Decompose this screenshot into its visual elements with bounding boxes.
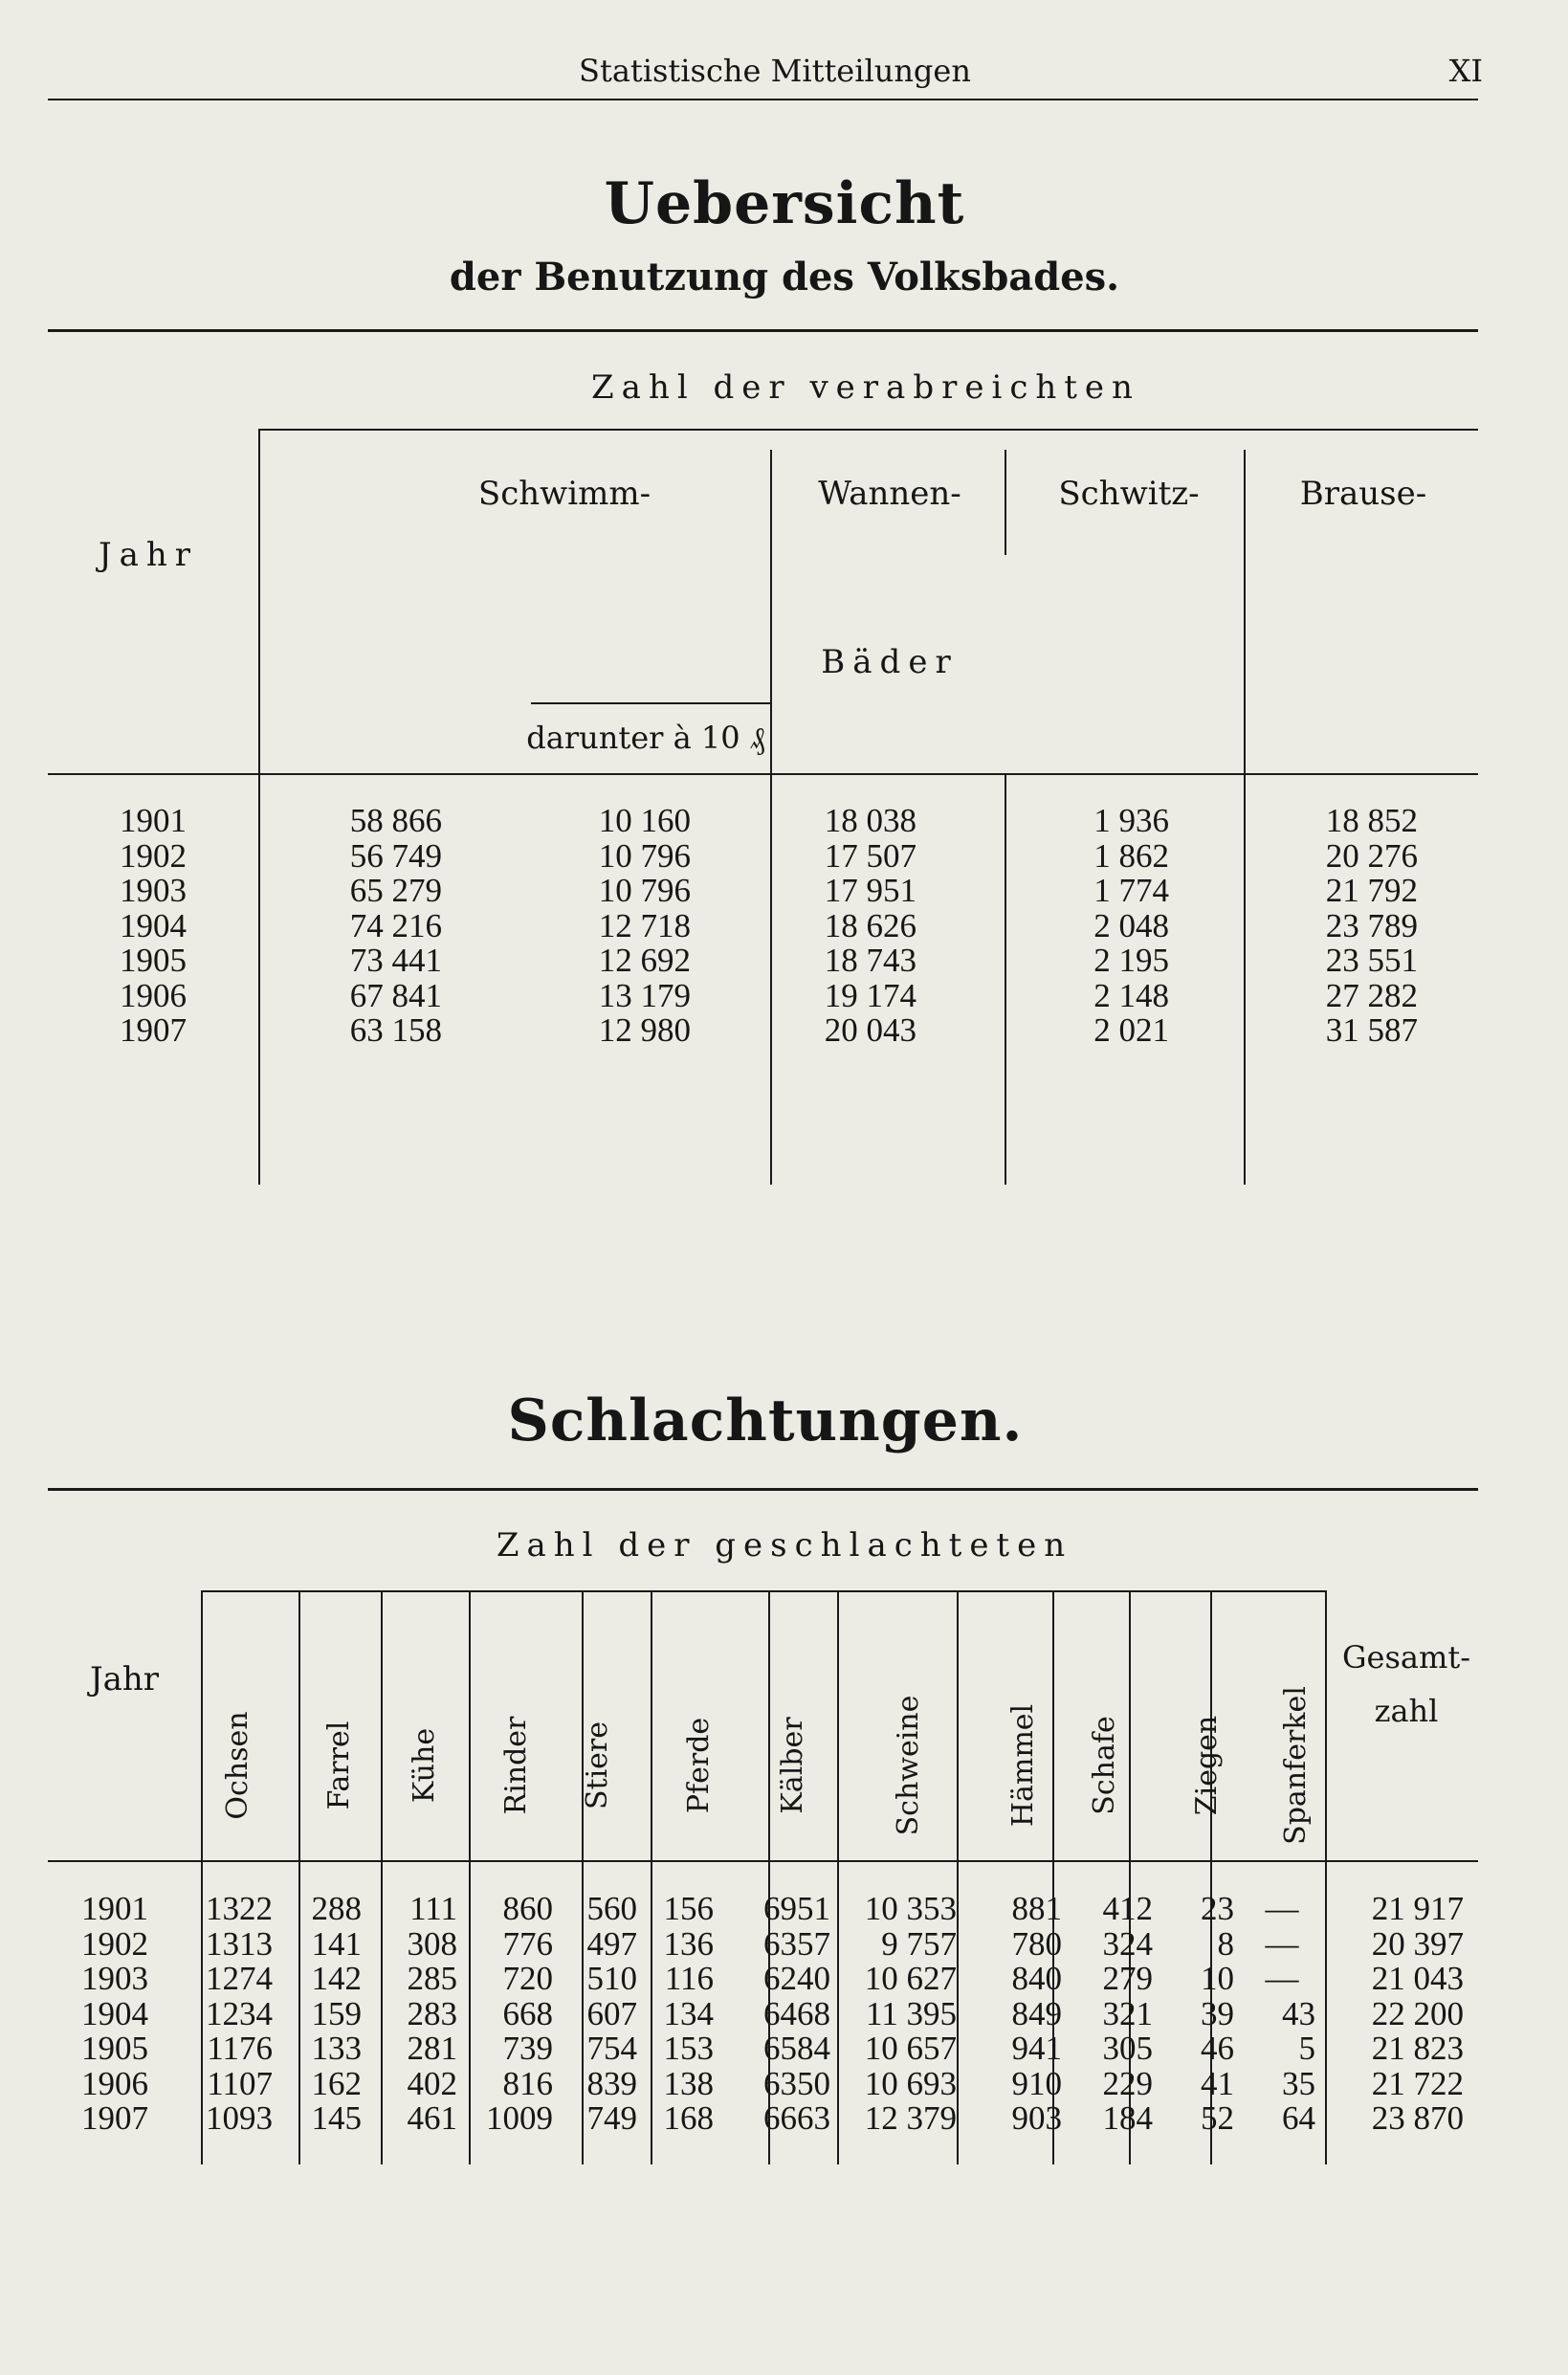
table2-value-cell: 941 [1011, 2030, 1062, 2067]
table1-value-cell: 2 195 [1093, 942, 1169, 979]
table2-value-cell: 903 [1011, 2099, 1062, 2137]
table2-value-cell: 720 [502, 1960, 553, 1997]
table2-value-cell: 1107 [207, 2064, 273, 2102]
table1-value-cell: 56 749 [349, 836, 442, 875]
table2-year-cell: 1907 [81, 2099, 148, 2137]
table2-value-cell: 749 [586, 2099, 637, 2137]
table1-value-cell: 20 276 [1325, 836, 1418, 875]
table2-value-cell: 12 379 [864, 2099, 957, 2137]
table2-value-cell: 22 200 [1371, 1994, 1464, 2032]
table2-value-cell: 510 [586, 1960, 637, 1997]
table2-value-cell: 840 [1011, 1960, 1062, 1997]
table2-value-cell: 111 [409, 1890, 457, 1927]
table2-value-cell: 229 [1102, 2064, 1153, 2102]
table2-value-cell: 156 [663, 1890, 714, 1927]
table2-year-cell: 1903 [81, 1960, 148, 1997]
table1-value-cell: 74 216 [349, 906, 442, 944]
table1-value-cell: 2 148 [1093, 976, 1169, 1014]
table1-value-cell: 10 796 [598, 836, 691, 875]
table2-value-cell: 816 [502, 2064, 553, 2102]
table1-year-cell: 1906 [120, 976, 187, 1014]
table2-value-cell: 141 [311, 1924, 362, 1963]
table2-col-header: Farrel [322, 1720, 356, 1810]
table1-value-cell: 1 774 [1093, 872, 1169, 909]
table1-value-cell: 23 551 [1325, 942, 1418, 979]
table2-value-cell: 41 [1201, 2064, 1234, 2102]
table1-col-schwitz: Schwitz- [1058, 475, 1200, 513]
table2-value-cell: 10 627 [864, 1960, 957, 1997]
table2-col-header: Hämmel [1006, 1703, 1040, 1828]
table2-value-cell: 21 043 [1371, 1960, 1464, 1997]
table2-value-cell: 1009 [486, 2099, 553, 2137]
table2-value-cell: — [1265, 1924, 1299, 1963]
table1-value-cell: 12 692 [598, 942, 691, 979]
table2-value-cell: 283 [407, 1994, 457, 2032]
table1-value-cell: 10 796 [598, 872, 691, 909]
table2-value-cell: 153 [663, 2030, 714, 2067]
table2-year-cell: 1905 [81, 2030, 148, 2067]
table2-group-rule [201, 1590, 1325, 1592]
table1-value-cell: 63 158 [349, 1011, 442, 1049]
table2-value-cell: 5 [1298, 2030, 1315, 2067]
table2-value-cell: 136 [663, 1924, 714, 1963]
table2-header-rule [48, 1860, 1478, 1862]
table2-value-cell: 21 917 [1371, 1890, 1464, 1927]
table2-col-header: Rinder [499, 1716, 533, 1815]
table2-value-cell: 6357 [763, 1924, 830, 1963]
table2-value-cell: 145 [311, 2099, 362, 2137]
table2-col-header: Schweine [892, 1695, 925, 1836]
table1-value-cell: 13 179 [598, 976, 691, 1014]
table2-value-cell: 497 [586, 1924, 637, 1963]
table2-value-cell: 133 [311, 2030, 362, 2067]
table2-group-header: Zahl der geschlachteten [496, 1526, 1073, 1565]
running-head-title: Statistische Mitteilungen [579, 53, 971, 89]
table2-value-cell: 308 [407, 1924, 457, 1963]
table2-value-cell: 116 [664, 1960, 714, 1997]
table2-value-cell: 10 693 [864, 2064, 957, 2102]
table2-value-cell: 6663 [763, 2099, 830, 2137]
table1-value-cell: 19 174 [824, 976, 917, 1014]
table2-col-header: Ziegen [1190, 1715, 1224, 1816]
volksbad-title: Uebersicht [604, 170, 965, 237]
table2-year-cell: 1901 [81, 1890, 148, 1927]
table1-value-cell: 2 021 [1093, 1011, 1169, 1049]
table2-top-rule [48, 1488, 1478, 1491]
table2-value-cell: 279 [1102, 1960, 1153, 1997]
table1-value-cell: 18 852 [1325, 802, 1418, 839]
page-number: XI [1448, 53, 1483, 89]
table2-value-cell: 324 [1102, 1924, 1153, 1963]
table2-col-header: Ochsen [221, 1711, 254, 1820]
table2-col-header: Schafe [1088, 1716, 1121, 1815]
table2-value-cell: 8 [1217, 1924, 1234, 1963]
table2-value-cell: 162 [311, 2064, 362, 2102]
table1-value-cell: 20 043 [824, 1011, 917, 1049]
table2-value-cell: 21 823 [1371, 2030, 1464, 2067]
table2-col-header: Kühe [408, 1727, 441, 1804]
table1-value-cell: 27 282 [1325, 976, 1418, 1014]
table1-value-cell: 23 789 [1325, 906, 1418, 944]
table1-value-cell: 12 980 [598, 1011, 691, 1049]
table2-value-cell: 739 [502, 2030, 553, 2067]
table2-col-header: Spanferkel [1279, 1686, 1313, 1845]
table1-year-cell: 1903 [120, 872, 187, 909]
t1-vline-3 [1005, 450, 1006, 555]
head-rule [48, 99, 1478, 100]
table2-value-cell: 138 [663, 2064, 714, 2102]
table2-value-cell: 285 [407, 1960, 457, 1997]
table2-year-cell: 1902 [81, 1924, 148, 1963]
table1-col-brause: Brause- [1299, 475, 1427, 513]
table1-value-cell: 18 743 [824, 942, 917, 979]
table2-value-cell: 10 657 [864, 2030, 957, 2067]
table2-value-cell: 168 [663, 2099, 714, 2137]
table2-col-total: Gesamt- zahl [1341, 1639, 1470, 1729]
schlachtungen-title: Schlachtungen. [507, 1387, 1024, 1454]
table2-value-cell: 881 [1011, 1890, 1062, 1927]
table2-value-cell: 305 [1102, 2030, 1153, 2067]
table2-value-cell: 10 [1201, 1960, 1234, 1997]
table2-value-cell: 184 [1102, 2099, 1153, 2137]
table1-year-cell: 1902 [120, 836, 187, 875]
table1-value-cell: 21 792 [1325, 872, 1418, 909]
table2-value-cell: — [1265, 1960, 1299, 1997]
table2-value-cell: 412 [1102, 1890, 1153, 1927]
table2-value-cell: 668 [502, 1994, 553, 2032]
table2-value-cell: 11 395 [866, 1994, 957, 2032]
table2-year-cell: 1904 [81, 1994, 148, 2032]
table1-top-rule [48, 329, 1478, 332]
table1-value-cell: 2 048 [1093, 906, 1169, 944]
table2-value-cell: 6350 [763, 2064, 830, 2102]
table1-value-cell: 10 160 [598, 802, 691, 839]
table1-value-cell: 17 507 [824, 836, 917, 875]
table2-value-cell: 1322 [206, 1890, 273, 1927]
table2-value-cell: 6468 [763, 1994, 830, 2032]
table1-value-cell: 31 587 [1325, 1011, 1418, 1049]
volksbad-subtitle: der Benutzung des Volksbades. [449, 255, 1120, 300]
table1-group-rule [258, 429, 1478, 431]
table2-col-year: Jahr [89, 1660, 160, 1698]
table2-value-cell: 1274 [206, 1960, 273, 1997]
table1-value-cell: 17 951 [824, 872, 917, 909]
table2-value-cell: 10 353 [864, 1890, 957, 1927]
table1-value-cell: 18 038 [824, 802, 917, 839]
table1-year-cell: 1907 [120, 1011, 187, 1049]
table2-value-cell: 849 [1011, 1994, 1062, 2032]
table2-value-cell: 1093 [206, 2099, 273, 2137]
table2-value-cell: 9 757 [881, 1924, 957, 1963]
table2-value-cell: 607 [586, 1994, 637, 2032]
table2-value-cell: 142 [311, 1960, 362, 1997]
table2-value-cell: 910 [1011, 2064, 1062, 2102]
table2-value-cell: 52 [1201, 2099, 1234, 2137]
table2-value-cell: 35 [1282, 2064, 1315, 2102]
table2-value-cell: 23 870 [1371, 2099, 1464, 2137]
table2-value-cell: 281 [407, 2030, 457, 2067]
table1-col-schwimm: Schwimm- [477, 475, 651, 513]
table1-value-cell: 73 441 [349, 942, 442, 979]
table2-value-cell: 64 [1282, 2099, 1315, 2137]
table2-col-header: Pferde [682, 1717, 716, 1814]
table2-value-cell: 860 [502, 1890, 553, 1927]
table1-col-baeder: Bäder [821, 643, 959, 681]
table1-col-darunter: darunter à 10 ₰ [526, 720, 765, 756]
table1-year-cell: 1905 [120, 942, 187, 979]
table1-group-header: Zahl der verabreichten [591, 368, 1140, 407]
table2-col-header: Stiere [581, 1720, 614, 1810]
table1-col-wannen: Wannen- [818, 475, 961, 513]
table2-value-cell: — [1265, 1890, 1299, 1927]
table2-value-cell: 754 [586, 2030, 637, 2067]
table2-value-cell: 402 [407, 2064, 457, 2102]
table2-value-cell: 46 [1201, 2030, 1234, 2067]
table2-value-cell: 461 [407, 2099, 457, 2137]
table2-value-cell: 159 [311, 1994, 362, 2032]
table2-value-cell: 1234 [206, 1994, 273, 2032]
table1-year-cell: 1901 [120, 802, 187, 839]
table2-value-cell: 839 [586, 2064, 637, 2102]
table2-value-cell: 776 [502, 1924, 553, 1963]
table1-value-cell: 18 626 [824, 906, 917, 944]
table2-value-cell: 6240 [763, 1960, 830, 1997]
table1-darunter-rule [531, 702, 770, 704]
table2-value-cell: 288 [311, 1890, 362, 1927]
table2-value-cell: 21 722 [1371, 2064, 1464, 2102]
table1-value-cell: 12 718 [598, 906, 691, 944]
table2-value-cell: 6951 [763, 1890, 830, 1927]
table1-value-cell: 1 862 [1093, 836, 1169, 875]
table2-value-cell: 1176 [207, 2030, 273, 2067]
table2-col-header: Kälber [776, 1717, 809, 1814]
table2-value-cell: 43 [1282, 1994, 1315, 2032]
table1-value-cell: 65 279 [349, 872, 442, 909]
table2-value-cell: 321 [1102, 1994, 1153, 2032]
table2-value-cell: 39 [1201, 1994, 1234, 2032]
table2-year-cell: 1906 [81, 2064, 148, 2102]
table2-value-cell: 780 [1011, 1924, 1062, 1963]
table1-value-cell: 58 866 [349, 802, 442, 839]
table1-header-rule [48, 773, 1478, 775]
table1-col-year: Jahr [98, 536, 199, 574]
table2-value-cell: 20 397 [1371, 1924, 1464, 1963]
table2-value-cell: 1313 [206, 1924, 273, 1963]
table2-value-cell: 23 [1201, 1890, 1234, 1927]
table1-value-cell: 67 841 [349, 976, 442, 1014]
table2-value-cell: 134 [663, 1994, 714, 2032]
table2-value-cell: 560 [586, 1890, 637, 1927]
table1-year-cell: 1904 [120, 906, 187, 944]
table2-value-cell: 6584 [763, 2030, 830, 2067]
table1-value-cell: 1 936 [1093, 802, 1169, 839]
